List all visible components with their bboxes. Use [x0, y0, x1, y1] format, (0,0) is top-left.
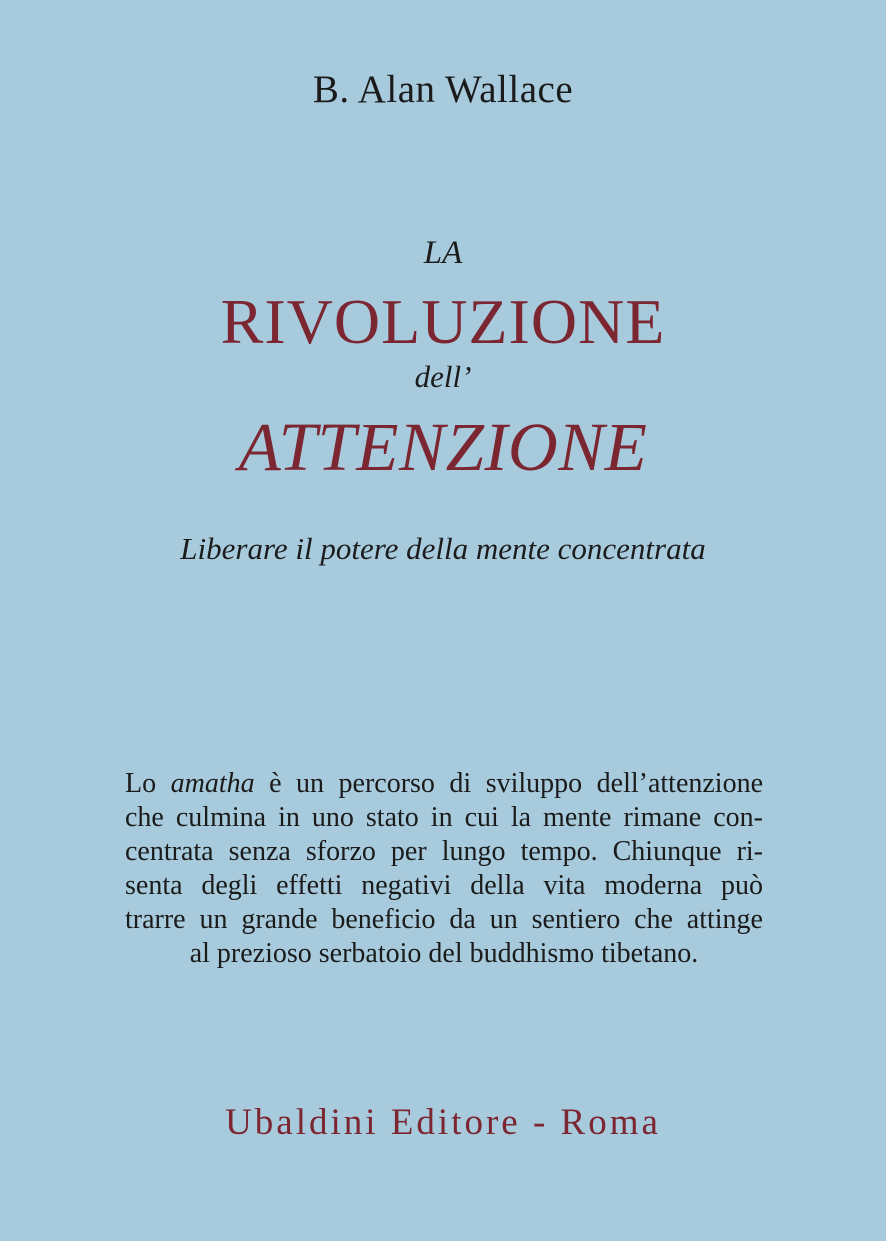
title-article: LA — [423, 235, 463, 271]
title-rivoluzione: RIVOLUZIONE — [220, 286, 666, 357]
blurb-line: senta degli effetti negativi della vita moderna può — [125, 870, 763, 901]
blurb-line: al prezioso serbatoio del buddhismo tibetano. — [189, 938, 699, 969]
title-preposition: dell’ — [414, 359, 472, 394]
blurb-line — [125, 767, 763, 801]
publisher: Ubaldini Editore - Roma — [225, 1102, 661, 1143]
author-name: B. Alan Wallace — [312, 68, 574, 111]
subtitle: Liberare il potere della mente concentrata — [180, 531, 706, 566]
blurb-line: centrata senza sforzo per lungo tempo. Chiunque ri- — [125, 836, 763, 867]
blurb-paragraph — [125, 767, 763, 971]
title-attenzione: ATTENZIONE — [238, 409, 648, 485]
blurb-text: è un percorso di sviluppo dell’attenzione — [254, 768, 764, 799]
blurb-emphasis: amatha — [170, 768, 255, 799]
blurb-line: che culmina in uno stato in cui la mente rimane con- — [125, 802, 763, 833]
blurb-line: trarre un grande beneficio da un sentiero che attinge — [125, 904, 763, 935]
blurb-text: Lo — [125, 768, 171, 799]
